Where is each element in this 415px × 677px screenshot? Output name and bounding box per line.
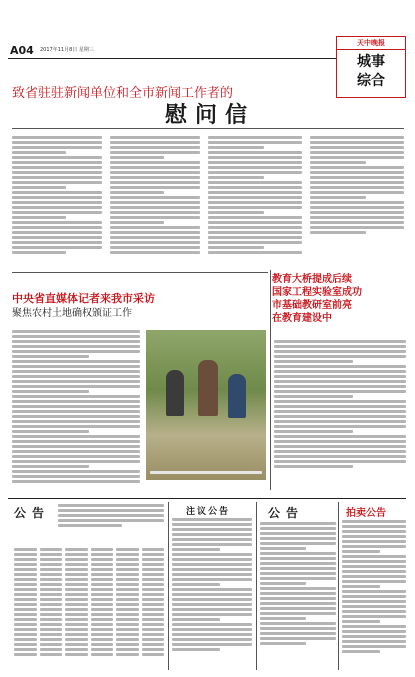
lead-rule xyxy=(12,128,404,129)
notice-4-title: 拍卖公告 xyxy=(346,508,386,519)
notice-2-body xyxy=(172,518,252,668)
section-brand-box xyxy=(336,36,406,98)
section-rule-1 xyxy=(12,272,268,273)
notices-rule xyxy=(8,498,406,499)
lead-col-4 xyxy=(310,136,404,266)
notice-1-title: 公告 xyxy=(14,506,51,520)
photo-person xyxy=(166,370,184,416)
story2-body xyxy=(12,330,140,492)
lead-col-2 xyxy=(110,136,200,266)
story2-subhead: 聚焦农村土地确权颁证工作 xyxy=(12,308,132,319)
notice-3-body xyxy=(260,522,336,668)
column-divider xyxy=(270,270,271,490)
page-number: A04 xyxy=(10,44,34,57)
lead-col-1 xyxy=(12,136,102,266)
story2-photo xyxy=(146,330,266,480)
notice-2-title: 注议公告 xyxy=(186,507,231,517)
brand-masthead: 天中晚报 xyxy=(337,37,405,50)
notice-1-intro xyxy=(58,504,164,544)
header-meta: 2017年11月8日 星期三 xyxy=(40,47,94,53)
photo-person xyxy=(228,374,246,418)
notice-1-table xyxy=(14,548,164,656)
section-name: 城事 综合 xyxy=(357,54,385,89)
notice-3-title: 公告 xyxy=(268,506,305,520)
notice-divider xyxy=(168,502,169,670)
notice-4-body xyxy=(342,520,406,668)
notice-divider xyxy=(338,502,339,670)
lead-headline: 慰问信 xyxy=(165,102,256,128)
story3-body xyxy=(274,340,406,490)
story2-headline: 中央省直媒体记者来我市采访 xyxy=(12,292,155,305)
story3-headline: 教育大桥提成后续 国家工程实验室成功 市基础教研室前亮 在教育建设中 xyxy=(272,274,362,324)
notice-divider xyxy=(256,502,257,670)
lead-col-3 xyxy=(208,136,302,266)
photo-person xyxy=(198,360,218,416)
lead-kicker: 致省驻驻新闻单位和全市新闻工作者的 xyxy=(12,86,234,101)
photo-caption xyxy=(150,471,262,477)
